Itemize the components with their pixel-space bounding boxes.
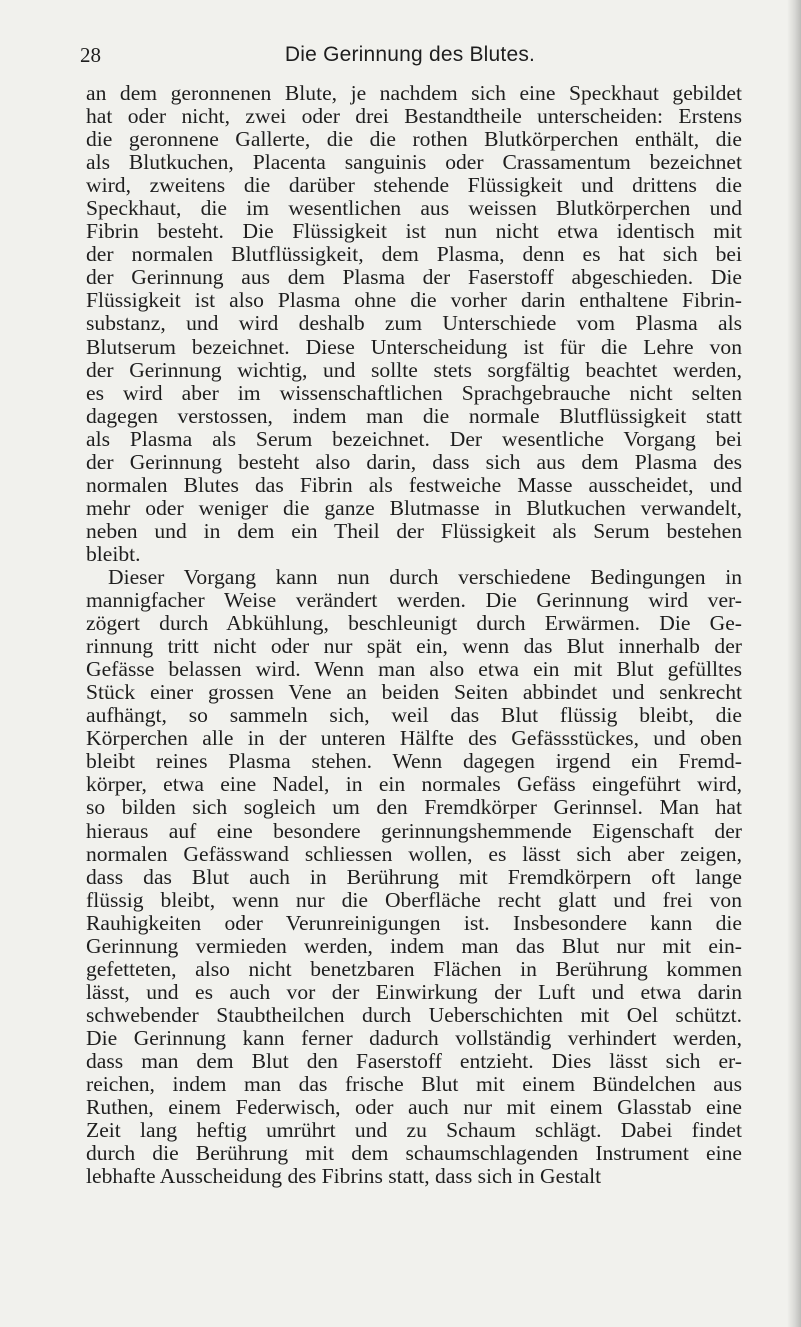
body-text (86, 82, 742, 1188)
text-line: hieraus auf eine besondere gerinnungshemmende Eigenschaft der (86, 818, 742, 843)
text-line: der Gerinnung besteht also darin, dass sich aus dem Plasma des (86, 449, 742, 474)
text-line: als Blutkuchen, Placenta sanguinis oder Crassamentum bezeichnet (86, 150, 742, 175)
text-line: normalen Gefässwand schliessen wollen, es lässt sich aber zeigen, (86, 841, 742, 866)
text-line: hat oder nicht, zwei oder drei Bestandtheile unterscheiden: Erstens (86, 104, 742, 129)
text-line: substanz, und wird deshalb zum Unterschiede vom Plasma als (86, 311, 742, 336)
text-line: an dem geronnenen Blute, je nachdem sich eine Speckhaut gebildet (86, 81, 742, 105)
text-line: Fibrin besteht. Die Flüssigkeit ist nun nicht etwa identisch mit (86, 219, 742, 244)
text-line: dagegen verstossen, indem man die normale Blutflüssigkeit statt (86, 403, 742, 428)
text-line: durch die Berührung mit dem schaumschlagenden Instrument eine (86, 1141, 742, 1166)
text-line: normalen Blutes das Fibrin als festweiche Masse ausscheidet, und (86, 472, 742, 497)
text-line: als Plasma als Serum bezeichnet. Der wesentliche Vorgang bei (86, 426, 742, 451)
text-line: Ruthen, einem Federwisch, oder auch nur mit einem Glasstab eine (86, 1095, 742, 1120)
text-line: es wird aber im wissenschaftlichen Sprachgebrauche nicht selten (86, 380, 742, 405)
text-line: lebhafte Ausscheidung des Fibrins statt, dass sich in Gestalt (86, 1164, 602, 1189)
text-line: der Gerinnung aus dem Plasma der Faserstoff abgeschieden. Die (86, 265, 742, 290)
page-edge-shadow (787, 0, 801, 1327)
text-line: mannigfacher Weise verändert werden. Die Gerinnung wird ver- (86, 588, 742, 613)
text-line: rinnung tritt nicht oder nur spät ein, wenn das Blut innerhalb der (86, 634, 742, 659)
text-line: lässt, und es auch vor der Einwirkung der Luft und etwa darin (86, 979, 742, 1004)
running-title: Die Gerinnung des Blutes. (284, 43, 536, 66)
text-line: Gefässe belassen wird. Wenn man also etwa ein mit Blut gefülltes (86, 657, 742, 682)
text-line: wird, zweitens die darüber stehende Flüssigkeit und drittens die (86, 173, 742, 198)
text-line: zögert durch Abkühlung, beschleunigt durch Erwärmen. Die Ge- (86, 611, 742, 636)
text-line: Flüssigkeit ist also Plasma ohne die vorher darin enthaltene Fibrin- (86, 288, 742, 313)
text-line: flüssig bleibt, wenn nur die Oberfläche recht glatt und frei von (86, 887, 742, 912)
text-line: schwebender Staubtheilchen durch Ueberschichten mit Oel schützt. (86, 1002, 742, 1027)
text-line: dass das Blut auch in Berührung mit Fremdkörpern oft lange (86, 864, 742, 889)
text-line: der Gerinnung wichtig, und sollte stets sorgfältig beachtet werden, (86, 357, 742, 382)
text-line: bleibt reines Plasma stehen. Wenn dagegen irgend ein Fremd- (86, 749, 742, 774)
text-line: der normalen Blutflüssigkeit, dem Plasma, denn es hat sich bei (86, 242, 742, 267)
text-line: die geronnene Gallerte, die die rothen Blutkörperchen enthält, die (86, 127, 742, 152)
page-header (80, 42, 740, 68)
text-line: so bilden sich sogleich um den Fremdkörper Gerinnsel. Man hat (86, 795, 742, 820)
page-number: 28 (80, 43, 101, 67)
text-line: bleibt. (86, 541, 141, 566)
text-line: neben und in dem ein Theil der Flüssigkeit als Serum bestehen (86, 518, 742, 543)
text-line: mehr oder weniger die ganze Blutmasse in Blutkuchen verwandelt, (86, 495, 742, 520)
text-line: Rauhigkeiten oder Verunreinigungen ist. Insbesondere kann die (86, 910, 742, 935)
text-line: reichen, indem man das frische Blut mit einem Bündelchen aus (86, 1072, 742, 1097)
text-line: Zeit lang heftig umrührt und zu Schaum schlägt. Dabei findet (86, 1118, 742, 1143)
text-line: Körperchen alle in der unteren Hälfte des Gefässstückes, und oben (86, 726, 742, 751)
text-line: gefetteten, also nicht benetzbaren Flächen in Berührung kommen (86, 956, 742, 981)
text-line: aufhängt, so sammeln sich, weil das Blut flüssig bleibt, die (86, 703, 742, 728)
text-line: dass man dem Blut den Faserstoff entzieht. Dies lässt sich er- (86, 1048, 742, 1073)
text-line: Stück einer grossen Vene an beiden Seiten abbindet und senkrecht (86, 680, 742, 705)
text-line: Blutserum bezeichnet. Diese Unterscheidung ist für die Lehre von (86, 334, 742, 359)
text-line: Die Gerinnung kann ferner dadurch vollständig verhindert werden, (86, 1025, 742, 1050)
text-line: Gerinnung vermieden werden, indem man das Blut nur mit ein- (86, 933, 742, 958)
text-line: Dieser Vorgang kann nun durch verschiedene Bedingungen in (108, 564, 742, 589)
text-line: Speckhaut, die im wesentlichen aus weissen Blutkörperchen und (86, 196, 742, 221)
text-line: körper, etwa eine Nadel, in ein normales Gefäss eingeführt wird, (86, 772, 742, 797)
